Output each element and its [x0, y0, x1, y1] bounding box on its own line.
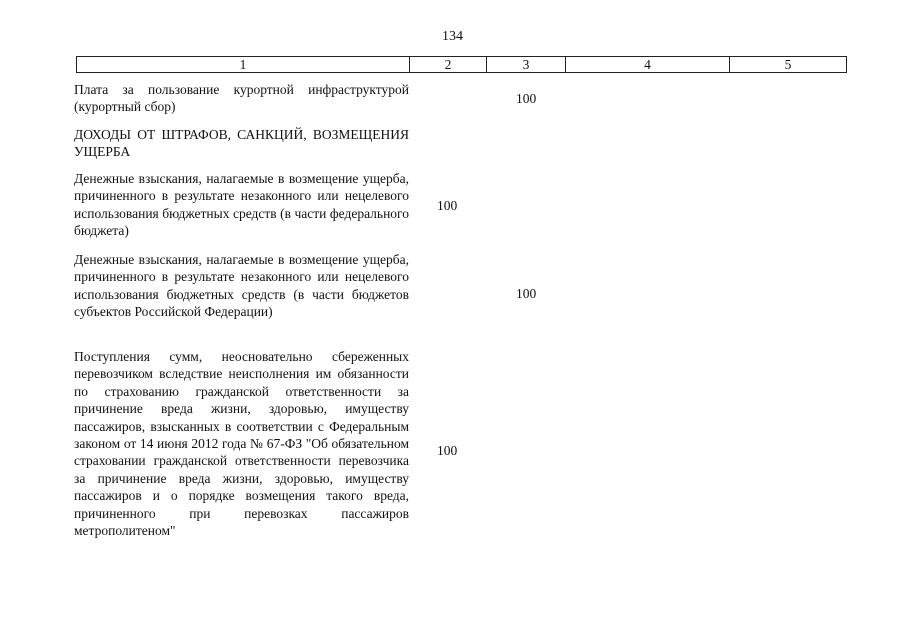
- column-header-row: [77, 57, 847, 73]
- column-header-table: [76, 56, 847, 73]
- row-federal-budget-col2: 100: [437, 198, 458, 213]
- column-header-1: 1: [77, 57, 410, 73]
- row-federal-budget: [74, 170, 409, 240]
- row-regional-budgets: [74, 251, 409, 321]
- row-resort-fee: [74, 81, 409, 116]
- column-header-2: 2: [410, 57, 487, 73]
- row-description: Денежные взыскания, налагаемые в возмещение ущерба, причиненного в результате незаконного или нецелевого использования бюджетных средств (в части бюджетов субъектов Российской Федерации): [74, 252, 409, 320]
- row-regional-budgets-col3: 100: [516, 286, 537, 301]
- row-resort-fee-col3: 100: [516, 91, 537, 106]
- row-carrier-insurance: [74, 348, 409, 539]
- row-description: Плата за пользование курортной инфраструктурой (курортный сбор): [74, 82, 409, 115]
- row-description: Поступления сумм, неосновательно сбереженных перевозчиком вследствие неисполнения им обязанности по страхованию гражданской ответственности за причинение вреда жизни, здоровью, имуществу пассажиров, взысканных в соответствии с Федеральным законом от 14 июня 2012 года № 67-ФЗ "Об обязательном страховании гражданской ответственности перевозчика за причинение вреда жизни, здоровью, имуществу пассажиров и о порядке возмещения такого вреда, причиненного при перевозках пассажиров метрополитеном": [74, 349, 409, 539]
- page-number: 134: [442, 29, 463, 44]
- column-header-3: 3: [487, 57, 566, 73]
- row-section-heading: [74, 126, 409, 161]
- column-header-5: 5: [730, 57, 847, 73]
- column-header-4: 4: [566, 57, 730, 73]
- row-carrier-insurance-col2: 100: [437, 443, 458, 458]
- row-description: Денежные взыскания, налагаемые в возмещение ущерба, причиненного в результате незаконного или нецелевого использования бюджетных средств (в части федерального бюджета): [74, 171, 409, 239]
- section-heading-text: ДОХОДЫ ОТ ШТРАФОВ, САНКЦИЙ, ВОЗМЕЩЕНИЯ УЩЕРБА: [74, 127, 409, 160]
